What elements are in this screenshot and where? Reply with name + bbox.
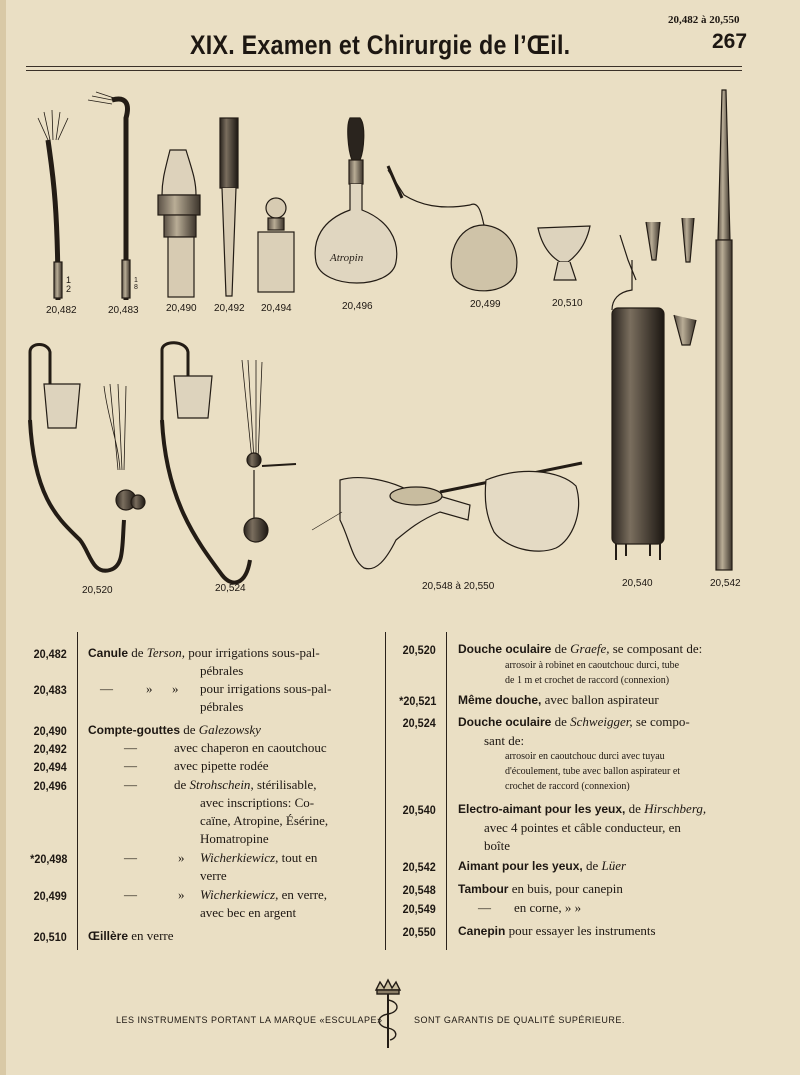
fraction-half-den: 2: [66, 284, 72, 294]
dropper-galezowsky-illustration: [158, 150, 200, 297]
eye-cup-illustration: [538, 226, 590, 280]
item-detail: , stérilisable,: [250, 777, 317, 792]
item-ditto: »: [172, 681, 179, 696]
instrument-table: [22, 632, 742, 950]
fraction-eighth-num: 1: [134, 277, 138, 284]
item-description: [458, 881, 623, 897]
item-detail: en corne, » »: [514, 900, 582, 915]
item-number: 20,520: [402, 643, 436, 657]
footer-left-text: LES INSTRUMENTS PORTANT LA MARQUE «ESCULAPE»: [116, 1015, 383, 1025]
item-description: [88, 928, 174, 944]
cannula-curved-illustration: [88, 92, 130, 300]
item-number: 20,499: [33, 889, 67, 903]
item-detail: pour essayer les instruments: [505, 923, 656, 938]
item-description-line: pébrales: [200, 663, 244, 678]
figure-label-20540: 20,540: [622, 578, 653, 589]
bottle-inscription: Atropin: [330, 252, 364, 264]
figure-label-20483: 20,483: [108, 305, 139, 316]
item-number: *20,498: [29, 852, 67, 866]
item-description: [458, 692, 659, 708]
item-dash: —: [124, 850, 137, 865]
item-number: 20,483: [33, 683, 67, 697]
item-maker: Wicherkiewicz: [200, 887, 276, 902]
item-connector: de: [180, 722, 199, 737]
douche-graefe-illustration: [30, 345, 145, 571]
footer-right-text: SONT GARANTIS DE QUALITÉ SUPÉRIEURE.: [414, 1015, 625, 1025]
item-number: 20,490: [33, 724, 67, 738]
item-detail: , tout en: [275, 850, 318, 865]
item-name: Même douche,: [458, 693, 542, 707]
item-name: Œillère: [88, 929, 129, 943]
item-ditto: »: [146, 681, 153, 696]
magnet-luer-illustration: [716, 90, 732, 570]
item-number: 20,496: [33, 779, 67, 793]
column-divider-right: [446, 632, 447, 950]
item-detail: , en verre,: [275, 887, 328, 902]
figure-label-20542: 20,542: [710, 578, 741, 589]
item-number: 20,510: [33, 930, 67, 944]
item-description: [458, 923, 656, 939]
item-subdetail: de 1 m et crochet de raccord (connexion): [505, 675, 670, 686]
item-number: *20,521: [398, 694, 436, 708]
item-number: 20,542: [402, 860, 436, 874]
dropper-wicherkiewicz-illustration: [388, 166, 517, 291]
cannula-terson-illustration: [38, 110, 68, 300]
item-connector: de: [551, 714, 571, 729]
fraction-half-num: 1: [66, 275, 72, 285]
item-maker: Strohschein: [189, 777, 251, 792]
item-description: [458, 858, 626, 874]
item-description: [200, 850, 317, 866]
item-description-line: avec inscriptions: Co-: [200, 795, 315, 810]
item-connector: de: [174, 777, 190, 792]
fraction-half: [66, 276, 71, 294]
item-dash: —: [478, 900, 491, 915]
item-name: Tambour: [458, 882, 509, 896]
item-subdetail: arrosoir à robinet en caoutchouc durci, tube: [505, 660, 680, 671]
page-number: 267: [712, 30, 748, 53]
item-subdetail: crochet de raccord (connexion): [505, 781, 630, 792]
item-detail: en buis, pour canepin: [508, 881, 623, 896]
dropper-chaperon-illustration: [220, 118, 238, 296]
item-description-line: verre: [200, 868, 227, 883]
item-number: 20,548: [402, 883, 436, 897]
fraction-eighth: [134, 277, 138, 291]
figure-label-20499: 20,499: [470, 299, 501, 310]
item-detail: se composant de:: [609, 641, 703, 656]
item-connector: de: [551, 641, 571, 656]
column-divider-center: [385, 632, 386, 950]
item-detail: se compo-: [632, 714, 690, 729]
item-description-line: pébrales: [200, 699, 244, 714]
item-name: Canule: [88, 646, 129, 660]
header-range: 20,482 à 20,550: [668, 14, 740, 26]
item-maker: Galezowsky: [198, 722, 261, 737]
item-description-line: caïne, Atropine, Ésérine,: [200, 813, 329, 828]
item-detail: en verre: [128, 928, 174, 943]
figure-label-20482: 20,482: [46, 305, 77, 316]
item-subdetail: arrosoir en caoutchouc durci avec tuyau: [505, 751, 665, 762]
item-number: 20,482: [33, 647, 67, 661]
item-subdetail: d'écoulement, tube avec ballon aspirateur et: [505, 766, 681, 777]
dropper-bottle-illustration: [258, 198, 294, 292]
tambour-hands-illustration: [312, 463, 582, 569]
figure-label-20548: 20,548 à 20,550: [422, 581, 495, 592]
item-description-line: avec bec en argent: [200, 905, 297, 920]
figure-label-20524: 20,524: [215, 583, 246, 594]
item-ditto: »: [178, 850, 185, 865]
item-number: 20,549: [402, 902, 436, 916]
figure-label-20492: 20,492: [214, 303, 245, 314]
item-connector: de: [625, 801, 645, 816]
item-number: 20,524: [402, 716, 436, 730]
item-description: [174, 777, 317, 793]
item-maker: Lüer: [601, 858, 627, 873]
item-dash: —: [124, 758, 137, 773]
item-maker: Schweigger,: [570, 714, 633, 729]
figure-label-20496: 20,496: [342, 301, 373, 312]
item-detail: avec chaperon en caoutchouc: [174, 740, 327, 755]
item-detail: avec pipette rodée: [174, 758, 269, 773]
item-detail: pour irrigations sous-pal-: [184, 645, 320, 660]
item-description-line: sant de:: [484, 733, 525, 748]
item-description: [458, 641, 702, 657]
page-title: XIX. Examen et Chirurgie de l’Œil.: [190, 30, 571, 60]
item-description-line: Homatropine: [200, 831, 269, 846]
item-name: Canepin: [458, 924, 506, 938]
item-description-line: avec 4 pointes et câble conducteur, en: [484, 820, 681, 835]
electro-magnet-illustration: [612, 218, 696, 560]
item-name: Douche oculaire: [458, 715, 552, 729]
item-maker: Wicherkiewicz: [200, 850, 276, 865]
item-name: Compte-gouttes: [88, 723, 180, 737]
item-description: [88, 722, 261, 738]
item-description: [200, 887, 327, 903]
douche-schweigger-illustration: [162, 343, 296, 583]
item-number: 20,494: [33, 760, 67, 774]
item-detail: avec ballon aspirateur: [541, 692, 659, 707]
item-dash: —: [100, 681, 113, 696]
column-divider-left: [77, 632, 78, 950]
item-dash: —: [124, 740, 137, 755]
esculape-emblem-icon: [368, 978, 408, 1050]
item-name: Douche oculaire: [458, 642, 552, 656]
item-number: 20,550: [402, 925, 436, 939]
fraction-eighth-den: 8: [134, 284, 138, 291]
item-description-line: boîte: [484, 838, 510, 853]
item-detail: pour irrigations sous-pal-: [200, 681, 332, 696]
figure-label-20510: 20,510: [552, 298, 583, 309]
item-maker: Terson,: [146, 645, 185, 660]
item-number: 20,492: [33, 742, 67, 756]
item-ditto: »: [178, 887, 185, 902]
item-number: 20,540: [402, 803, 436, 817]
figure-label-20494: 20,494: [261, 303, 292, 314]
item-description: [88, 645, 320, 661]
item-name: Electro-aimant pour les yeux,: [458, 802, 626, 816]
figure-label-20520: 20,520: [82, 585, 113, 596]
item-name: Aimant pour les yeux,: [458, 859, 583, 873]
item-maker: Hirschberg,: [644, 801, 707, 816]
item-maker: Graefe,: [570, 641, 610, 656]
item-connector: de: [582, 858, 602, 873]
item-dash: —: [124, 887, 137, 902]
item-dash: —: [124, 777, 137, 792]
item-description: [458, 801, 706, 817]
figure-label-20490: 20,490: [166, 303, 197, 314]
item-description: [458, 714, 690, 730]
item-connector: de: [128, 645, 147, 660]
